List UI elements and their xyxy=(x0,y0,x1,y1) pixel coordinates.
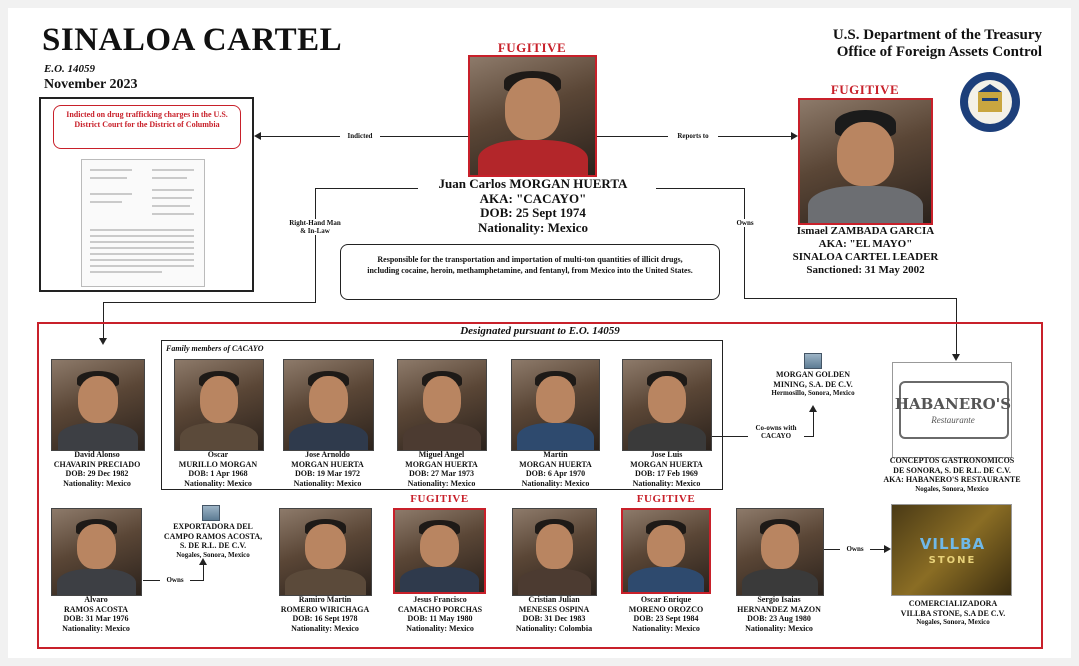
person-first: Oscar xyxy=(207,450,229,459)
person-info xyxy=(494,595,614,633)
person-dob: DOB: 31 Mar 1976 xyxy=(63,614,129,623)
owns-villba-arrowhead xyxy=(884,545,891,553)
person-last: MENESES OSPINA xyxy=(518,604,590,614)
person-photo xyxy=(512,508,597,596)
owns-villba-label: Owns xyxy=(840,545,870,553)
cacayo-info xyxy=(388,177,678,235)
zambada-info xyxy=(768,225,963,277)
person-first: Jesus Francisco xyxy=(413,595,467,604)
owns-connector-horizontal xyxy=(744,298,956,299)
person-dob: DOB: 27 Mar 1973 xyxy=(409,469,474,478)
leader-fugitive-badge: FUGITIVE xyxy=(830,82,900,97)
person-photo xyxy=(283,359,374,451)
person-first: Oscar Enrique xyxy=(640,595,692,604)
treasury-header xyxy=(762,27,1042,61)
person-first: Jose Arnoldo xyxy=(305,450,350,459)
cacayo-name: Juan Carlos MORGAN HUERTA xyxy=(438,176,628,191)
person-dob: DOB: 11 May 1980 xyxy=(407,614,473,623)
reports-to-label: Reports to xyxy=(668,132,718,140)
person-info xyxy=(606,595,726,633)
person-dob: DOB: 16 Sept 1978 xyxy=(292,614,358,623)
right-hand-connector-horizontal xyxy=(103,302,316,303)
person-first: Alvaro xyxy=(84,595,108,604)
person-last: RAMOS ACOSTA xyxy=(63,604,129,614)
person-dob: DOB: 23 Sept 1984 xyxy=(633,614,699,623)
person-dob: DOB: 31 Dec 1983 xyxy=(522,614,586,623)
person-photo xyxy=(279,508,372,596)
zambada-aka: AKA: "EL MAYO" xyxy=(818,238,913,250)
person-first: David Alonso xyxy=(74,450,120,459)
cacayo-photo xyxy=(468,55,597,177)
owns-exportadora-arrowhead xyxy=(199,558,207,565)
indictment-panel xyxy=(39,97,254,292)
page-title: SINALOA CARTEL xyxy=(42,22,343,58)
owns-connector-top xyxy=(656,188,744,189)
person-info xyxy=(270,450,385,488)
villba-stone-logo: VILLBA STONE xyxy=(891,504,1012,596)
person-info xyxy=(38,450,156,488)
zambada-role: SINALOA CARTEL LEADER xyxy=(792,251,939,263)
conceptos-gastronomicos: CONCEPTOS GASTRONOMICOS DE SONORA, S. DE R.L. DE C.V. AKA: HABANERO'S RESTAURANTE Nogales, Sonora, Mexico xyxy=(883,456,1021,493)
co-owns-arrowhead xyxy=(809,405,817,412)
person-photo xyxy=(511,359,600,451)
cacayo-dob: DOB: 25 Sept 1974 xyxy=(480,205,586,220)
indicted-label: Indicted xyxy=(340,132,380,140)
person-nat: Nationality: Mexico xyxy=(406,623,474,633)
reports-to-arrowhead xyxy=(791,132,798,140)
person-nat: Nationality: Colombia xyxy=(515,623,593,633)
cacayo-aka: AKA: "CACAYO" xyxy=(479,190,587,206)
person-first: Miguel Angel xyxy=(418,450,465,459)
treasury-seal-icon xyxy=(952,70,1028,134)
executive-order-label: E.O. 14059 xyxy=(44,63,96,75)
person-last: MORGAN HUERTA xyxy=(405,459,478,469)
zambada-photo xyxy=(798,98,933,225)
person-nat: Nationality: Mexico xyxy=(745,623,813,633)
fugitive-badge: FUGITIVE xyxy=(410,493,469,505)
owns-exportadora-vertical xyxy=(203,563,204,581)
building-icon xyxy=(202,505,220,521)
person-photo xyxy=(51,359,145,451)
zambada-name: Ismael ZAMBADA GARCIA xyxy=(796,225,935,237)
center-fugitive-badge: FUGITIVE xyxy=(497,40,567,55)
person-dob: DOB: 1 Apr 1968 xyxy=(188,469,248,478)
indicted-arrowhead xyxy=(254,132,261,140)
person-last: MORGAN HUERTA xyxy=(630,459,703,469)
person-photo xyxy=(393,508,486,594)
cacayo-nationality: Nationality: Mexico xyxy=(477,219,589,235)
treasury-line-2: Office of Foreign Assets Control xyxy=(836,44,1042,60)
person-last: HERNANDEZ MAZON xyxy=(737,604,821,614)
person-last: MURILLO MORGAN xyxy=(178,459,258,469)
person-photo xyxy=(736,508,824,596)
comercializadora-villba-stone: COMERCIALIZADORA VILLBA STONE, S.A DE C.V. Nogales, Sonora, Mexico xyxy=(900,599,1006,626)
person-photo xyxy=(397,359,487,451)
indictment-note: Indicted on drug trafficking charges in the U.S. District Court for the District of Columbia xyxy=(53,105,241,149)
morgan-golden-mining: MORGAN GOLDEN MINING, S.A. DE C.V. Hermosillo, Sonora, Mexico xyxy=(771,370,855,397)
person-nat: Nationality: Mexico xyxy=(63,478,131,488)
person-nat: Nationality: Mexico xyxy=(632,478,701,488)
person-last: CHAVARIN PRECIADO xyxy=(53,459,141,469)
person-nat: Nationality: Mexico xyxy=(521,478,590,488)
owns-exportadora-label: Owns xyxy=(160,576,190,584)
person-dob: DOB: 17 Feb 1969 xyxy=(635,469,698,478)
responsibility-box: Responsible for the transportation and importation of multi-ton quantities of illicit drugs, including cocaine, heroin, methamphetamine, and fentanyl, from Mexico into the United States. xyxy=(340,244,720,300)
person-photo xyxy=(621,508,711,594)
person-dob: DOB: 23 Aug 1980 xyxy=(747,614,811,623)
person-nat: Nationality: Mexico xyxy=(632,623,700,633)
person-photo xyxy=(174,359,264,451)
person-last: ROMERO WIRICHAGA xyxy=(280,604,370,614)
indictment-document-icon xyxy=(81,159,205,287)
person-first: Sergio Isaias xyxy=(757,595,801,604)
exportadora-ramos-acosta: EXPORTADORA DEL CAMPO RAMOS ACOSTA, S. DE R.L. DE C.V. Nogales, Sonora, Mexico xyxy=(163,522,263,559)
fugitive-badge: FUGITIVE xyxy=(636,493,696,505)
person-nat: Nationality: Mexico xyxy=(293,478,362,488)
person-dob: DOB: 29 Dec 1982 xyxy=(65,469,129,478)
right-hand-label: Right-Hand Man & In-Law xyxy=(270,219,360,235)
co-owns-connector-vertical xyxy=(813,410,814,437)
right-hand-connector-top xyxy=(315,188,418,189)
person-first: Ramiro Martin xyxy=(298,595,352,604)
person-last: MORGAN HUERTA xyxy=(291,459,364,469)
treasury-line-1: U.S. Department of the Treasury xyxy=(832,27,1042,43)
co-owns-label: Co-owns with CACAYO xyxy=(748,424,804,440)
person-dob: DOB: 6 Apr 1970 xyxy=(525,469,586,478)
right-hand-connector-vertical xyxy=(315,188,316,302)
person-info xyxy=(158,450,278,488)
person-info xyxy=(384,450,499,488)
person-nat: Nationality: Mexico xyxy=(291,623,359,633)
person-info xyxy=(266,595,384,633)
person-dob: DOB: 19 Mar 1972 xyxy=(295,469,360,478)
designated-title: Designated pursuant to E.O. 14059 xyxy=(460,325,620,337)
person-last: MORGAN HUERTA xyxy=(519,459,592,469)
person-nat: Nationality: Mexico xyxy=(407,478,476,488)
person-info xyxy=(720,595,838,633)
person-nat: Nationality: Mexico xyxy=(62,623,130,633)
family-title: Family members of CACAYO xyxy=(166,344,264,353)
sanctions-chart xyxy=(8,8,1071,658)
habaneros-logo: HABANERO'S Restaurante xyxy=(892,362,1012,458)
person-photo xyxy=(622,359,712,451)
zambada-sanctioned: Sanctioned: 31 May 2002 xyxy=(806,264,925,276)
person-first: Cristian Julian xyxy=(528,595,580,604)
person-info xyxy=(609,450,724,488)
person-info xyxy=(498,450,613,488)
person-first: Martin xyxy=(543,450,568,459)
person-info xyxy=(380,595,500,633)
person-last: CAMACHO PORCHAS xyxy=(397,604,483,614)
release-date: November 2023 xyxy=(44,77,138,92)
person-nat: Nationality: Mexico xyxy=(184,478,252,488)
owns-label: Owns xyxy=(730,219,760,227)
building-icon xyxy=(804,353,822,369)
owns-connector-vertical xyxy=(744,188,745,298)
person-photo xyxy=(51,508,142,596)
person-last: MORENO OROZCO xyxy=(628,604,704,614)
person-first: Jose Luis xyxy=(650,450,683,459)
person-info xyxy=(36,595,156,633)
